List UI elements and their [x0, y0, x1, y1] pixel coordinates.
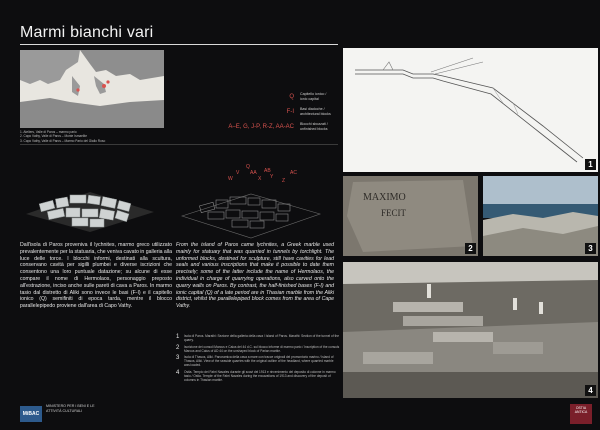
english-description: From the island of Paros came lychnites, a Greek marble used mainly for statuary that was quarried in tunnels by torchlight. The unformed blocks, destined for sculpture, still have cavities for lead seals and various inscriptions that make it possible to date them precisely; some of the latter include the name of Hermolaos, the individual in charge of quarrying operations, also carved onto the quarry walls on Paros. By contrast, the half-finished bases (F-I) and ionic capital (Q) of a late period are in Thasian marble from the Aliki district, whilst the parallelepiped block comes from the area of Cape Vathy. [176, 242, 334, 310]
photo-caption [176, 334, 340, 342]
caption-text: Isola di Thasos, Aliki. Panoramica della cava a mare con tracce originali del promontorio marino / Island of Thasos, Aliki. View of the seaside quarries with the original outline of the headland, where quarried marble was loaded. [184, 355, 334, 367]
footer-bar [0, 398, 600, 430]
legend-text: Basi diadoche / architectural blocks [300, 107, 331, 116]
caption-number: 2 [176, 344, 180, 351]
inscription-line: FECIT [381, 208, 407, 218]
map-caption-line: 3. Capo Vathy, Valle di Paros – Marmo Pario del Giallo Roso [20, 138, 106, 143]
coast-graphic [483, 176, 598, 256]
legend-text: Blocchi sbozzati / unfinished blocks [300, 122, 328, 131]
photo-number: 2 [465, 243, 476, 254]
photo-number: 4 [585, 385, 596, 396]
mediterranean-map [20, 50, 164, 128]
sketch-label: V [236, 170, 240, 176]
inscription-photo [343, 176, 478, 256]
legend-row [200, 92, 332, 101]
marble-blocks-model [20, 162, 160, 234]
photo-caption [176, 370, 340, 382]
caption-text: Ostia. Tempio dei Fabri Navales durante gli scavi del 1913 e rinvenimento del deposito di colonne in marmo tasio / Ostia. Temple of the Fabri Navales during the excavations of 1913 and discovery of the deposit of columns in Thasian marble. [184, 369, 336, 382]
legend-code: Q [289, 93, 294, 100]
legend-code: F-I [286, 108, 294, 115]
legend-text: Capitello ionico / ionic capital [300, 92, 327, 101]
ministry-name: MINISTERO PER I BENI E LE ATTIVITÀ CULTURALI [46, 404, 95, 413]
photo-caption [176, 355, 340, 367]
map-caption-line: 1. Ateliers, Valle di Paros – marmo pario [20, 130, 77, 134]
sketch-label: Q [246, 164, 250, 170]
blocks-sketch [176, 160, 326, 240]
legend-row [200, 122, 332, 131]
sketch-label: W [228, 176, 233, 182]
title-rule [20, 44, 338, 45]
caption-number: 4 [176, 369, 180, 376]
inscription-line: MAXIMO [363, 192, 406, 203]
sketch-label: AC [290, 170, 297, 176]
inscription-graphic [343, 176, 478, 256]
mibac-logo: MiBAC [20, 406, 42, 422]
photo-captions [176, 334, 340, 384]
page-title: Marmi bianchi vari [20, 24, 154, 41]
sketch-label: AB [264, 168, 271, 174]
map-caption-line: 2. Capo Vathy, Valle di Paros – Monte Ismaelite [20, 134, 87, 139]
aliki-coast-photo [483, 176, 598, 256]
section-divider [20, 144, 338, 145]
sketch-label: AA [250, 170, 257, 176]
sketch-label: Z [282, 178, 286, 184]
ostia-excavation-photo [343, 262, 598, 398]
map-graphic [20, 50, 164, 128]
quarry-section-drawing [343, 48, 598, 172]
italian-description: Dall'isola di Paros proveniva il lychnites, marmo greco utilizzato prevalentemente per la statuaria, che veniva cavato in galleria alla luce delle torce. I blocchi informi, destinati alla scultura, conservano cavità per sigilli plumbei e diverse iscrizioni che consentono una loro puntuale datazione; su alcune di esse compare il nome di Hermolaos, personaggio preposto all'estrazione, inciso anche sulle pareti di cava a Paros. In marmo tasio dal distretto di Aliki sono invece le basi (F-I) e il capitello ionico (Q) semifiniti di epoca tarda, mentre il blocco parallelepipedo proviene dall'area di Capo Vathy. [20, 242, 172, 310]
caption-text: Iscrizione dei consoli Marcus e Caius del 44 d.C. sul blocco informe di marmo pario / Inscription of the consuls Marcus and Caius of AD 44 on the unshaped block of Parian marble. [184, 344, 340, 353]
caption-number: 1 [176, 334, 180, 340]
legend [200, 92, 332, 138]
ostia-antica-logo: OSTIA ANTICA [570, 404, 592, 424]
map-caption [20, 130, 170, 143]
caption-text: Isola di Paros. Marathi: Sezione della galleria della cava / Island of Paros. Marathi: Section of the tunnel of the quarry. [184, 334, 340, 342]
sketch-label: X [258, 176, 262, 182]
photo-number: 1 [585, 159, 596, 170]
legend-row [200, 107, 332, 116]
photo-caption [176, 345, 340, 353]
sketch-label: Y [270, 174, 274, 180]
caption-number: 3 [176, 355, 180, 361]
photo-number: 3 [585, 243, 596, 254]
legend-code: A–E, G, J-P, R-Z, AA-AC [228, 123, 294, 130]
excavation-graphic [343, 262, 598, 398]
section-drawing [343, 48, 598, 172]
